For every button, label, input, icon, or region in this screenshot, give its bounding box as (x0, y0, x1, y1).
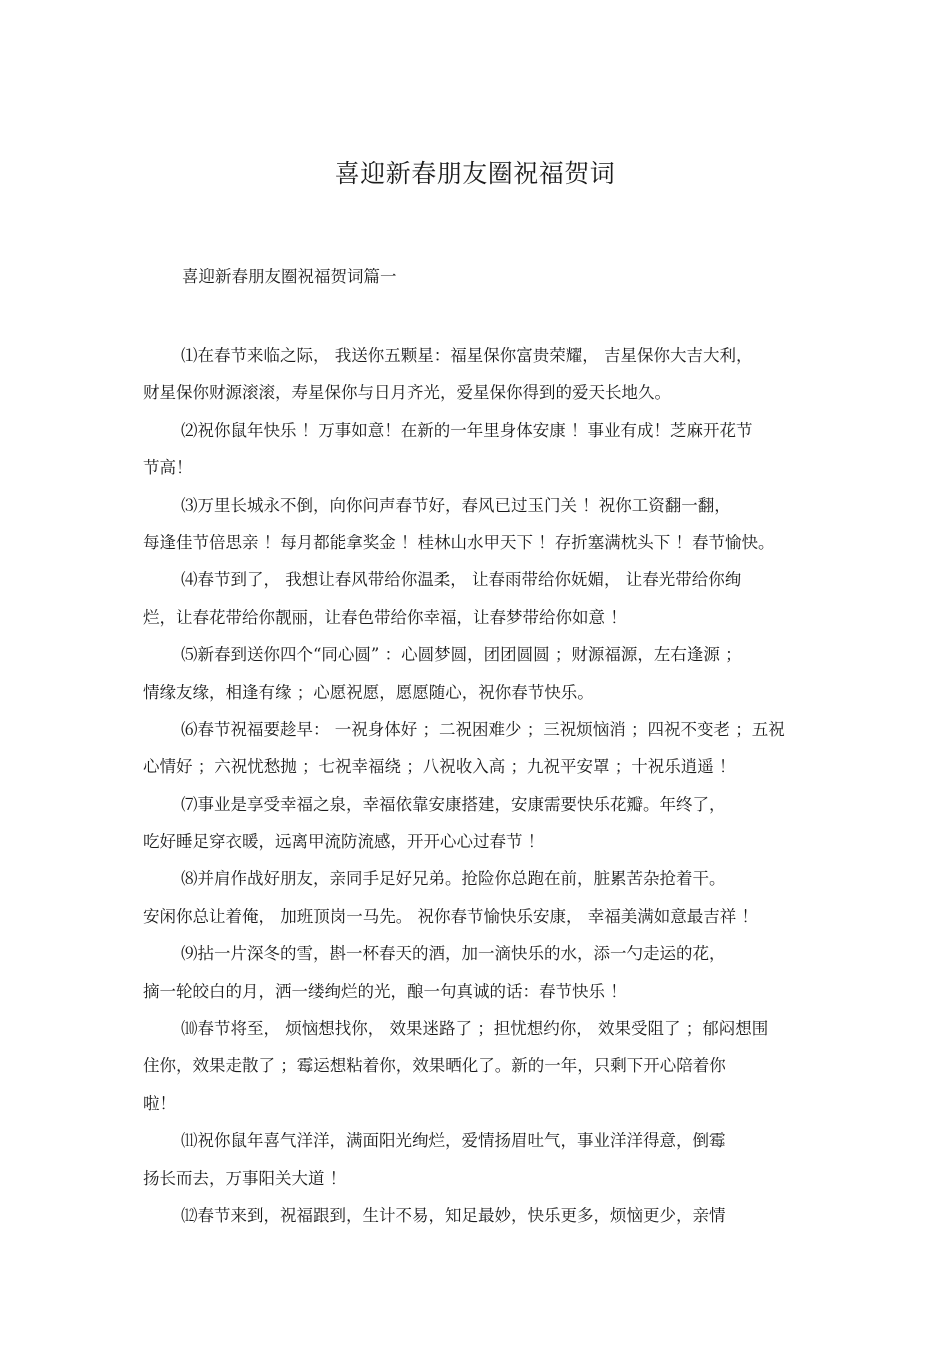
paragraph-line: ⑽春节将至， 烦恼想找你， 效果迷路了 ；担忧想约你， 效果受阻了 ；郁闷想围 (181, 1019, 769, 1039)
paragraph-line: ⑺事业是享受幸福之泉，幸福依靠安康搭建，安康需要快乐花瓣。年终了， (181, 794, 726, 814)
paragraph-line: 情缘友缘，相逢有缘 ；心愿祝愿，愿愿随心，祝你春节快乐。 (143, 682, 594, 702)
blessing-paragraph (143, 561, 811, 636)
paragraph-line: 烂，让春花带给你靓丽，让春色带给你幸福，让春梦带给你如意 ！ (143, 607, 627, 627)
paragraph-line: ⑷春节到了， 我想让春风带给你温柔， 让春雨带给你妩媚， 让春光带给你绚 (181, 570, 742, 590)
paragraph-line: 扬长而去，万事阳关大道 ！ (143, 1168, 347, 1188)
paragraph-line: 吃好睡足穿衣暖，远离甲流防流感，开开心心过春节 ！ (143, 832, 545, 852)
paragraph-line: ⑿春节来到，祝福跟到，生计不易，知足最妙，快乐更多，烦恼更少，亲情 (181, 1205, 726, 1225)
paragraph-line: ⑹春节祝福要趁早： 一祝身体好 ；二祝困难少 ；三祝烦恼消 ；四祝不变老 ；五祝 (181, 719, 785, 739)
blessing-paragraph (143, 711, 811, 786)
paragraph-line: 心情好 ；六祝忧愁抛 ；七祝幸福绕 ；八祝收入高 ；九祝平安罩 ；十祝乐逍遥 ！ (143, 757, 736, 777)
document-body (143, 337, 811, 1234)
paragraph-line: 节高！ (143, 458, 193, 478)
paragraph-line: ⑴在春节来临之际， 我送你五颗星：福星保你富贵荣耀， 吉星保你大吉大利， (181, 346, 753, 365)
paragraph-line: ⑸新春到送你四个“同心圆” ：心圆梦圆，团团圆圆 ；财源福源，左右逢源 ； (181, 645, 742, 665)
paragraph-line: ⑾祝你鼠年喜气洋洋，满面阳光绚烂，爱情扬眉吐气，事业洋洋得意，倒霉 (181, 1131, 726, 1151)
paragraph-line: 每逢佳节倍思亲 ！每月都能拿奖金 ！桂林山水甲天下 ！存折塞满枕头下 ！春节愉快。 (143, 532, 775, 552)
document-title: 喜迎新春朋友圈祝福贺词 (334, 159, 616, 188)
blessing-paragraph (143, 1122, 811, 1197)
paragraph-line: 财星保你财源滚滚，寿星保你与日月齐光，爱星保你得到的爱天长地久。 (143, 383, 671, 403)
blessing-paragraph (143, 935, 811, 1010)
blessing-paragraph (143, 1197, 811, 1234)
paragraph-line: 摘一轮皎白的月，洒一缕绚烂的光，酿一句真诚的话：春节快乐 ！ (143, 981, 627, 1001)
paragraph-line: 安闲你总让着俺， 加班顶岗一马先。 祝你春节愉快乐安康， 幸福美满如意最吉祥 ！ (143, 906, 758, 926)
paragraph-line: 啦！ (143, 1093, 176, 1113)
blessing-paragraph (143, 337, 811, 412)
paragraph-line: ⑵祝你鼠年快乐 ！万事如意！在新的一年里身体安康 ！事业有成！芝麻开花节 (181, 420, 753, 440)
blessing-paragraph (143, 786, 811, 861)
blessing-paragraph (143, 1010, 811, 1122)
section-heading: 喜迎新春朋友圈祝福贺词篇一 (182, 267, 397, 286)
blessing-paragraph (143, 636, 811, 711)
paragraph-line: ⑻并肩作战好朋友，亲同手足好兄弟。抢险你总跑在前，脏累苦杂抢着干。 (181, 869, 726, 889)
paragraph-line: ⑶万里长城永不倒，向你问声春节好，春风已过玉门关 ！祝你工资翻一翻， (181, 495, 731, 515)
paragraph-line: ⑼拈一片深冬的雪，斟一杯春天的酒，加一滴快乐的水，添一勺走运的花， (181, 944, 726, 964)
paragraph-line: 住你，效果走散了 ；霉运想粘着你，效果晒化了。新的一年，只剩下开心陪着你 (143, 1056, 726, 1076)
blessing-paragraph (143, 860, 811, 935)
blessing-paragraph (143, 412, 811, 487)
blessing-paragraph (143, 487, 811, 562)
